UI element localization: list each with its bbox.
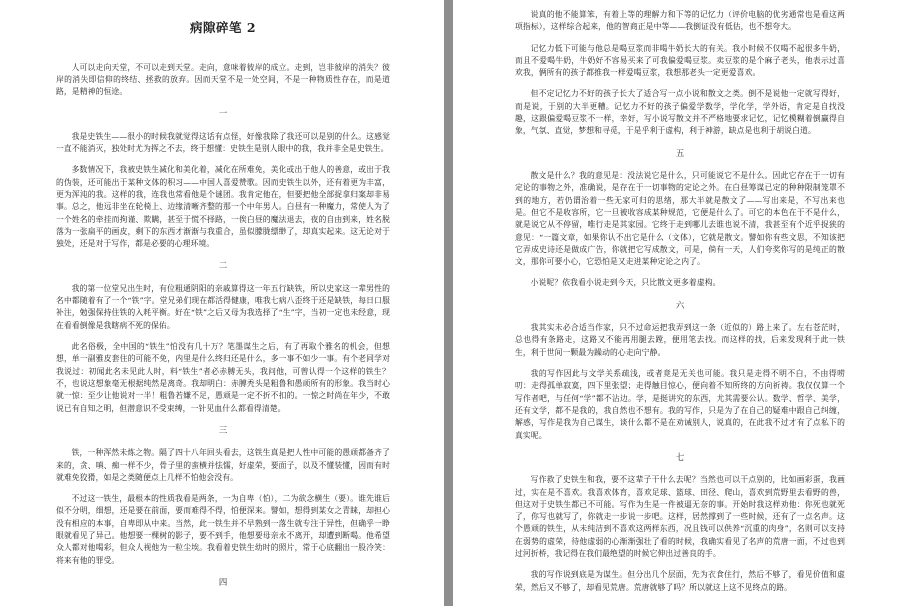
left-page	[0, 0, 444, 606]
paragraph: 此名俗极，全中国的“铁生”怕没有几十万？笔墨谋生之后，有了再取个雅名的机会，但想想，单一副雅皮套住的可能不免，内里是什么终归还是什么，多一事不如少一事。有个老同学对我说过：初闻此名未见此人时，料“铁生”者必赤膊无头，我问他，可曾认得一个这样的铁生？不，也说这想象毫无根据纯然是离奇。我却明白：赤膊秃头是粗鲁和愚顽所有的形象。我当时心就一惊：至少让他说对一半！粗鲁若嫌不足，愚顽是一定不折不扣的。一惊之时尚在年少，不敢说已有自知之明，但潜意识不受束缚，一针见血什么都看得清楚。	[56, 342, 390, 413]
paragraph: 我的第一位堂兄出生时，有位粗通阴阳的亲戚算得这一年五行缺铁，所以史家这一辈男性的名中都随着有了一个“铁”字。堂兄弟们现在都活得健康，唯我七病八歪终于还是缺铁，每日口服补注，勉强保持住铁的入耗平衡。好在“铁”之后又母为我选择了“生”字，当初一定也未经意，现在看看倒像是我瞎病不死的保佑。	[56, 283, 390, 330]
paragraph: 小说呢？依我看小说走到今天，只比散文更多着虚构。	[530, 278, 721, 288]
paragraph: 写作救了史铁生和我，要不这辈子干什么去呢？当然也可以干点别的，比如画彩蛋，我画过，实在是不喜欢。我喜欢体育，喜欢足球、篮球、田径、爬山，喜欢到荒野里去看野的兽，但这对于史铁生都已不可能。写作为生是一件被逼无奈的事。开始时我这样劝他：你死也就死了，你写也就写了，你就走一步说一步吧。这样，居然撑到了一些时候，还有了一点名声。这个愚顽的铁生，从未纯洁到不喜欢这两样东西，况且钱可以供养“沉重的肉身”，名则可以支持在弱势的虚荣，待他虚弱的心渐渐强壮了看的时候，我确实看见了名声的荒唐一面，不过也到过河折桥，我记得在我们最绝望的时候它伸出过善良的手。	[515, 475, 845, 559]
paragraph: 我是史铁生——很小的时候我就觉得这话有点怪，好像我除了我还可以是别的什么。这感觉一直不能消灭，独处时尤为挥之不去，终于想懂：史铁生是别人眼中的我，我并非全是史铁生。	[56, 131, 390, 154]
section-number: 四	[218, 576, 228, 587]
paragraph: 散文是什么？我的意见是：没法说它是什么，只可能说它不是什么。因此它存在于一切有定论的事物之外，准确说，是存在于一切事物的定论之外。在白昼筹谋已定的种种限制笼罩不到的地方，若仍谓治着一些无家可归的思绪，那大半就是散文了——写出来是，不写出来也是。但它不是收容所，它一旦被收容成某种规范，它便是什么了。可它的本色在于不是什么，就是说它从不停留，唯行走是其家园。它终于走到哪儿去谁也说不清，我甚至有个近乎捉狭的意见：“一篇文章，如果你认不出它是什么（文体），它就是散文。譬如你有些文思，不知该把它弄成史诗还是做成广告，你就把它写成散文，可是，倘有一天，人们夸奖你写的是纯正的散文，那你可要小心，它恐怕是又走进某种定论之内了。	[515, 171, 845, 267]
section-number: 二	[218, 260, 228, 271]
paragraph: 我的写作说到底是为谋生。但分出几个层面，先为衣食住行，然后不够了，看见价值和虚荣，然后又不够了，却看见荒唐。荒唐就够了吗？所以就这上这不见终点的路。	[515, 570, 845, 592]
section-number: 六	[675, 299, 685, 310]
paragraph: 不过这一铁生，最根本的性质我看是两条，一为自卑（怕），二为欲念横生（要）。谁先谁后似不分明，细想，还是要在前面，要而难得不得，怕便深来。譬如，想得到某女之青睐，却担心没有相应的本事，自卑即从中来。当然，此一铁生并不早熟到一落生就专注于异性，但确乎一睁眼就看见了异己。他想要一棵树的影子，要不到手，他想要母亲永不离开，却遭到断喝。他希望众人都对他喝彩，但众人视他为一粒尘埃。我看着史铁生幼时的照片，常于心底翻出一股冷笑：将来有他的罪受。	[56, 494, 390, 565]
paragraph: 但不定记忆力不好的孩子长大了适合写一点小说和散文之类。倒不是说他一定就写得好，而是说，于别的大半更糟。记忆力不好的孩子偏爱学数学，学化学，学外语，肯定是自找没趣，这跟偏爱喝豆浆不一样，幸好，写小说写散文并不严格地要求记忆，记忆模糊着倒赢得自象，气氛、直觉，梦想和寻觅，于是乎利于虚构，利于神游，缺点是也利于胡说白道。	[515, 89, 845, 136]
left-page-content	[56, 0, 390, 599]
paragraph: 我其实未必合适当作家，只不过命运把我弄到这一条（近似的）路上来了。左右苍茫时，总也得有条路走，这路又不能再用腿去蹚，便用笔去找。而这样的找，后来发现利于此一铁生，利于世间一颗最为躁动的心走向宁静。	[515, 323, 845, 357]
section-number: 一	[218, 108, 228, 119]
paragraph: 多数情况下，我被史铁生减化和美化着，减化在所难免，美化或出于他人的善意，或出于我的伪装，还可能出于某种文体的积习——中国人喜爱赞歌。因而史铁生以外，还有着更为丰富，更为浑沌的我。这样的我，连我也常看他是个谜团。我肯定他在，但要把他全部捉拿归案却非易事。总之，他远非坐在轮椅上、边缘清晰齐整的那一个中年男人。白昼有一种魔力，常使人为了一个姓名的牵挂而拘谨、欺瞒，甚至于慌不择路，一俟白昼的魔法退去，夜的自由到来，姓名脱落为一张扁平的画皮，剩下的东西才渐渐与我重合，虽似朦胧缥缈了，却真实起来。这无论对于独处，还是对于写作，都是必要的心理环境。	[56, 165, 390, 249]
section-number: 三	[218, 424, 228, 435]
page-gutter	[444, 0, 453, 606]
paragraph: 说真的他不能算笨，有着上等的理解力和下等的记忆力（评价电脑的优劣通常也是看这两项指标），这样综合起来，他的智商正是中等——我倒证没有低估，也不想夸大。	[515, 10, 845, 32]
paragraph: 人可以走向天堂，不可以走到天堂。走向，意味着彼岸的成立。走到，岂非彼岸的消失？彼岸的消失即信仰的终结、拯救的放弃。因而天堂不是一处空间，不是一种物质性存在，而是道路，是精神的恒途。	[56, 62, 390, 97]
section-number: 五	[675, 147, 685, 158]
section-number: 七	[675, 451, 685, 462]
right-page-content	[515, 0, 845, 603]
paragraph: 铁，一种浑然未炼之物。隔了四十八年回头看去，这铁生真是把人性中可能的愚顽都备齐了来的，贪、嗔、痴一样不少，骨子里的蛮横并怯懦，好虚荣，要面子，以及不懂装懂，因而有时就难免狡猾，如是之类随便点上几样不怕他会没有。	[56, 448, 390, 482]
right-page	[453, 0, 899, 606]
paragraph: 记忆力低下可能与他总是喝豆浆而非喝牛奶长大的有关。我小时候不仅喝不起很多牛奶，而且不爱喝牛奶，牛奶好不容易买来了可我偏爱喝豆浆。卖豆浆的是个麻子老头，他表示过喜欢我，俩所有的孩子都推我一样爱喝豆浆，我想那老头一定更爱喜欢。	[515, 43, 845, 78]
document-title: 病隙碎笔 2	[189, 20, 257, 35]
paragraph: 我的写作因此与文学关系疏浅，或者竟是无关也可能。我只是走得不明不白，不由得唠叨：走得孤单寂寞，四下里张望；走得触目惊心，便向着不知所终的方向祈祷。我仅仅算一个写作者吧，与任何“学”都不沾边。学，是挺讲究的东西，尤其需要公认。数学、哲学、美学，还有文学，都不是我的，我自然也不想有。我的写作，只是为了在自己的疑难中跟自己纠缠，解惑，写作是我为自己谋生，谈什么都不是在劝诫别人，说真的，在此我不过才有了点私下的真实呢。	[515, 369, 845, 440]
